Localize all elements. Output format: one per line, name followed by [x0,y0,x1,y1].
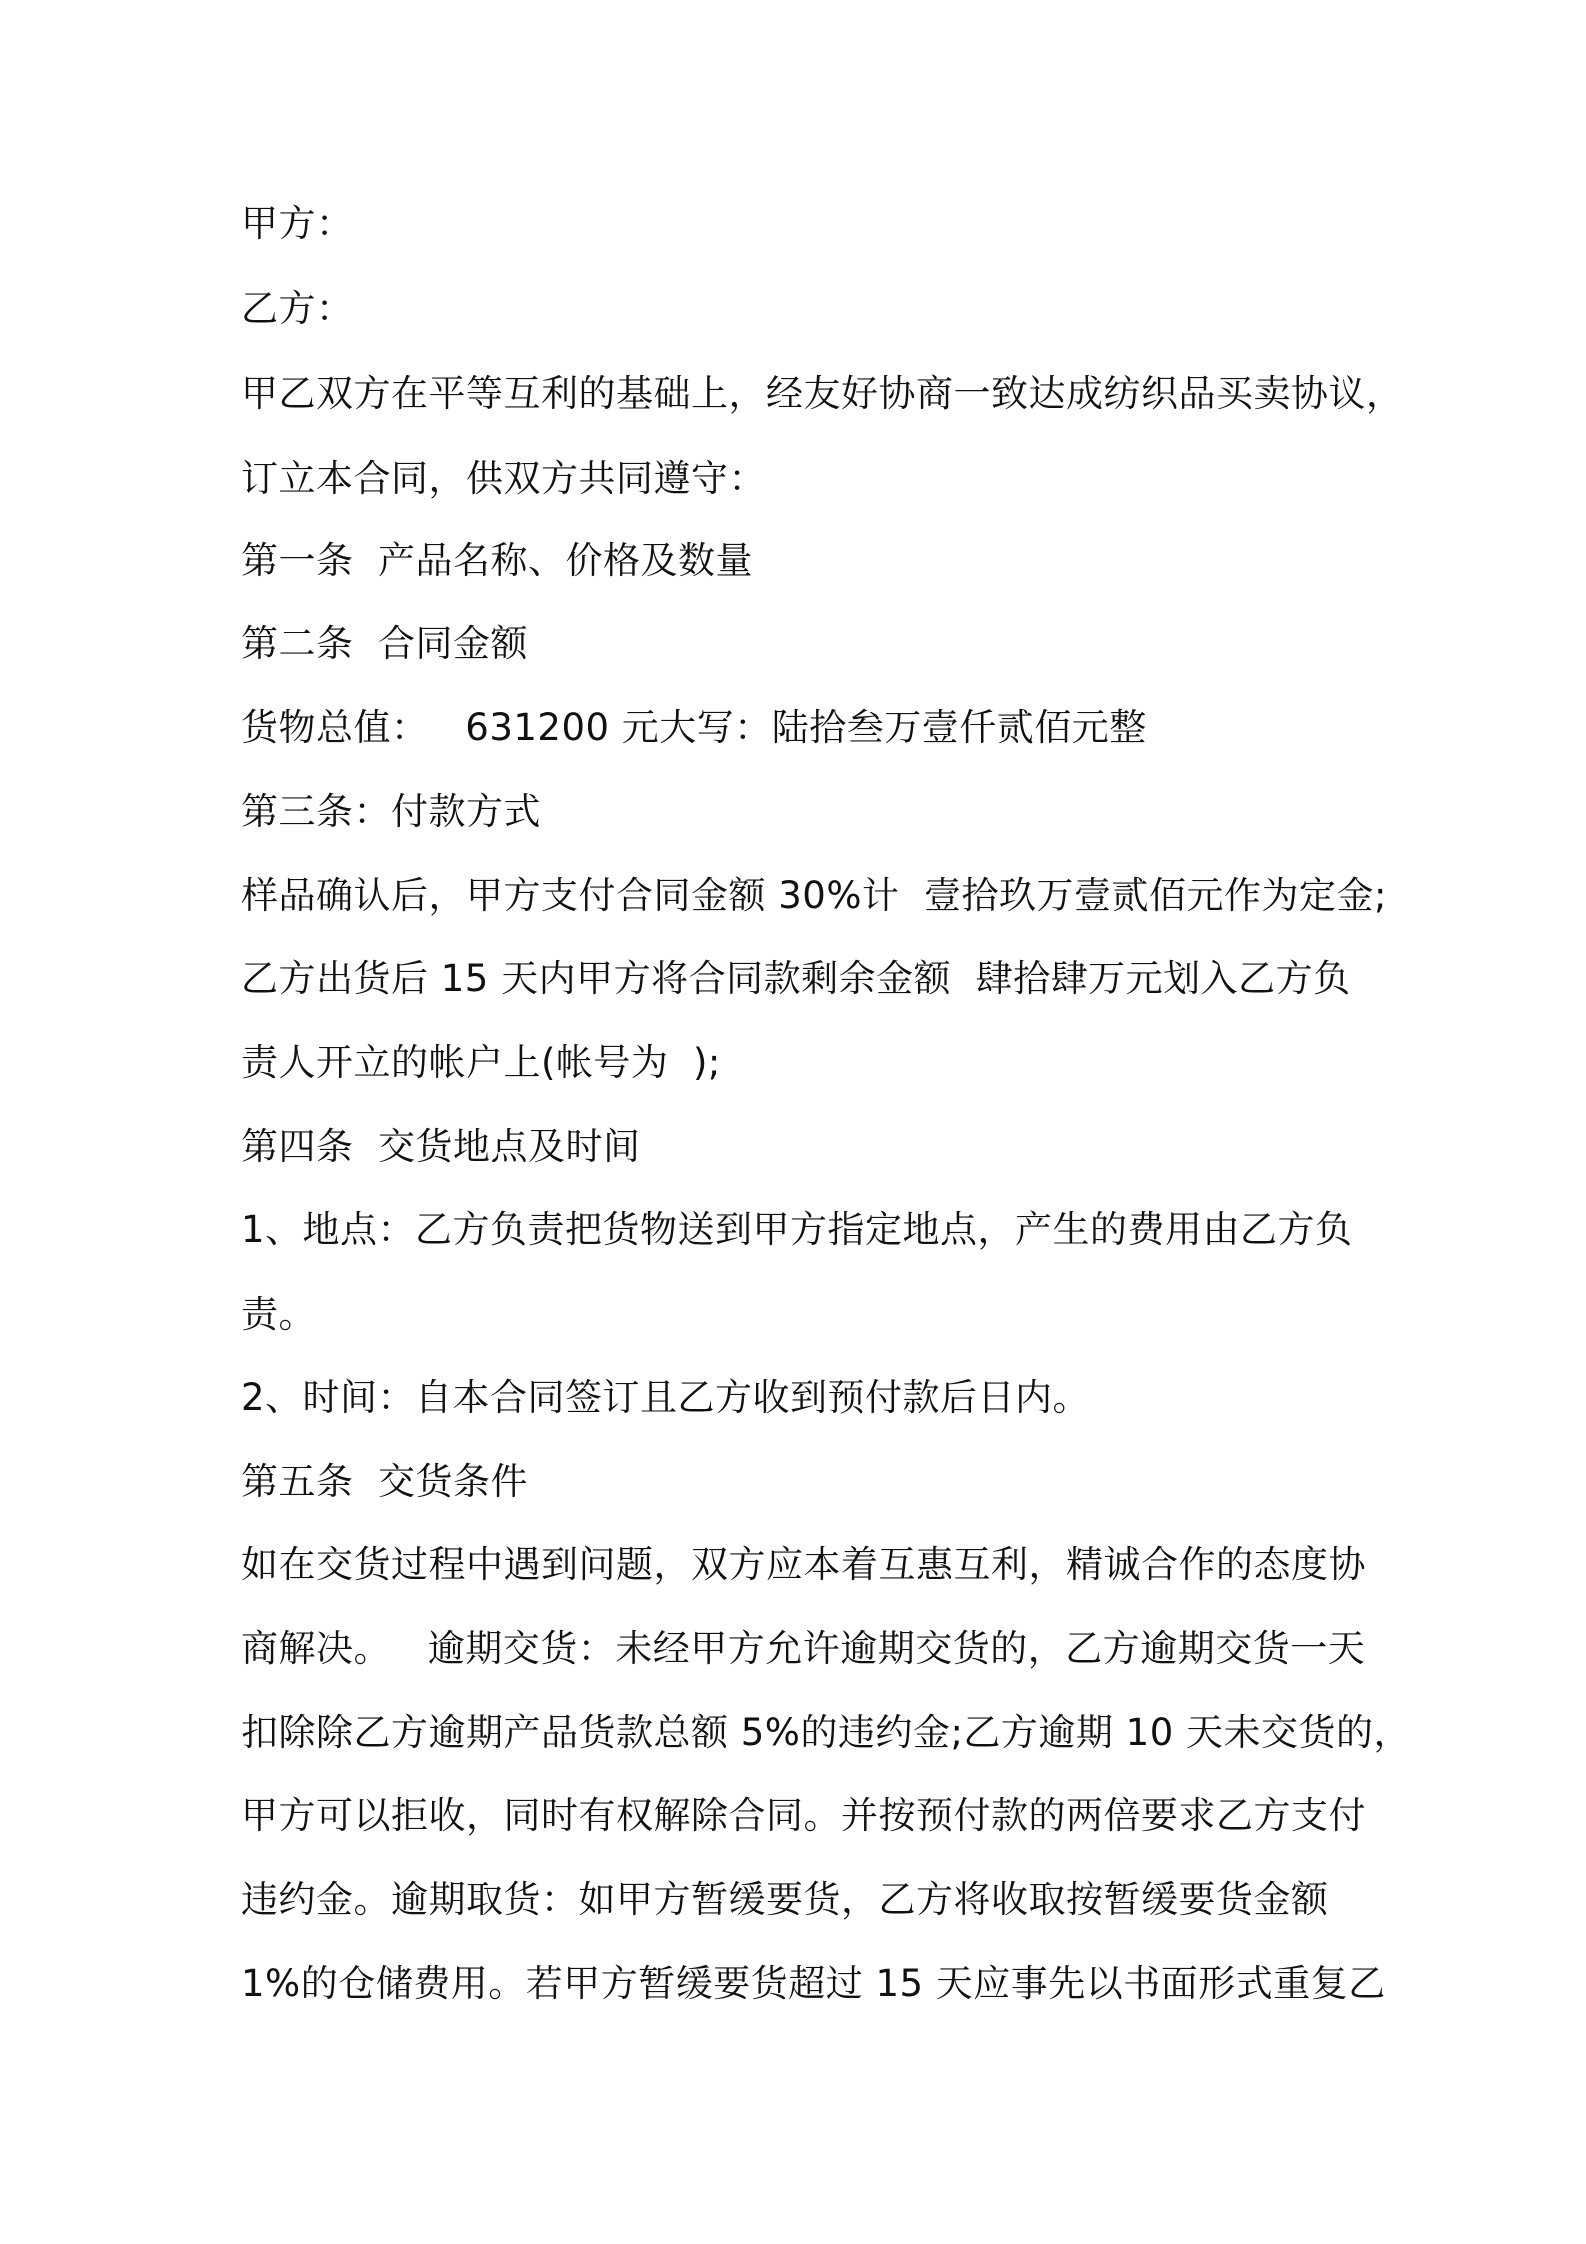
conditions-line-3: 扣除除乙方逾期产品货款总额 5%的违约金;乙方逾期 10 天未交货的， [241,1711,1412,1754]
conditions-line-4: 甲方可以拒收，同时有权解除合同。并按预付款的两倍要求乙方支付 [241,1794,1366,1837]
delivery-time-line: 2、时间：自本合同签订且乙方收到预付款后日内。 [241,1376,1091,1419]
payment-line-1: 样品确认后，甲方支付合同金额 30%计 壹拾玖万壹贰佰元作为定金; [241,874,1387,917]
conditions-line-1: 如在交货过程中遇到问题，双方应本着互惠互利，精诚合作的态度协 [241,1543,1366,1586]
article-2-heading: 第二条 合同金额 [241,622,529,665]
conditions-line-2: 商解决。 逾期交货：未经甲方允许逾期交货的，乙方逾期交货一天 [241,1627,1366,1670]
party-b-line: 乙方： [241,287,354,330]
article-4-heading: 第四条 交货地点及时间 [241,1125,641,1168]
conditions-line-6: 1%的仓储费用。若甲方暂缓要货超过 15 天应事先以书面形式重复乙 [241,1962,1386,2005]
delivery-location-line-1: 1、地点：乙方负责把货物送到甲方指定地点，产生的费用由乙方负 [241,1208,1353,1251]
conditions-line-5: 违约金。逾期取货：如甲方暂缓要货，乙方将收取按暂缓要货金额 [241,1878,1329,1921]
payment-line-3: 责人开立的帐户上(帐号为 ); [241,1041,721,1084]
party-a-line: 甲方： [241,202,354,245]
article-1-heading: 第一条 产品名称、价格及数量 [241,539,754,582]
article-3-heading: 第三条：付款方式 [241,790,541,833]
total-value-line: 货物总值： 631200 元大写：陆拾叁万壹仟贰佰元整 [241,706,1147,749]
payment-line-2: 乙方出货后 15 天内甲方将合同款剩余金额 肆拾肆万元划入乙方负 [241,957,1351,1000]
delivery-location-line-2: 责。 [241,1293,316,1336]
preamble-line-1: 甲乙双方在平等互利的基础上，经友好协商一致达成纺织品买卖协议， [241,372,1404,415]
article-5-heading: 第五条 交货条件 [241,1460,529,1503]
preamble-line-2: 订立本合同，供双方共同遵守： [241,457,766,500]
